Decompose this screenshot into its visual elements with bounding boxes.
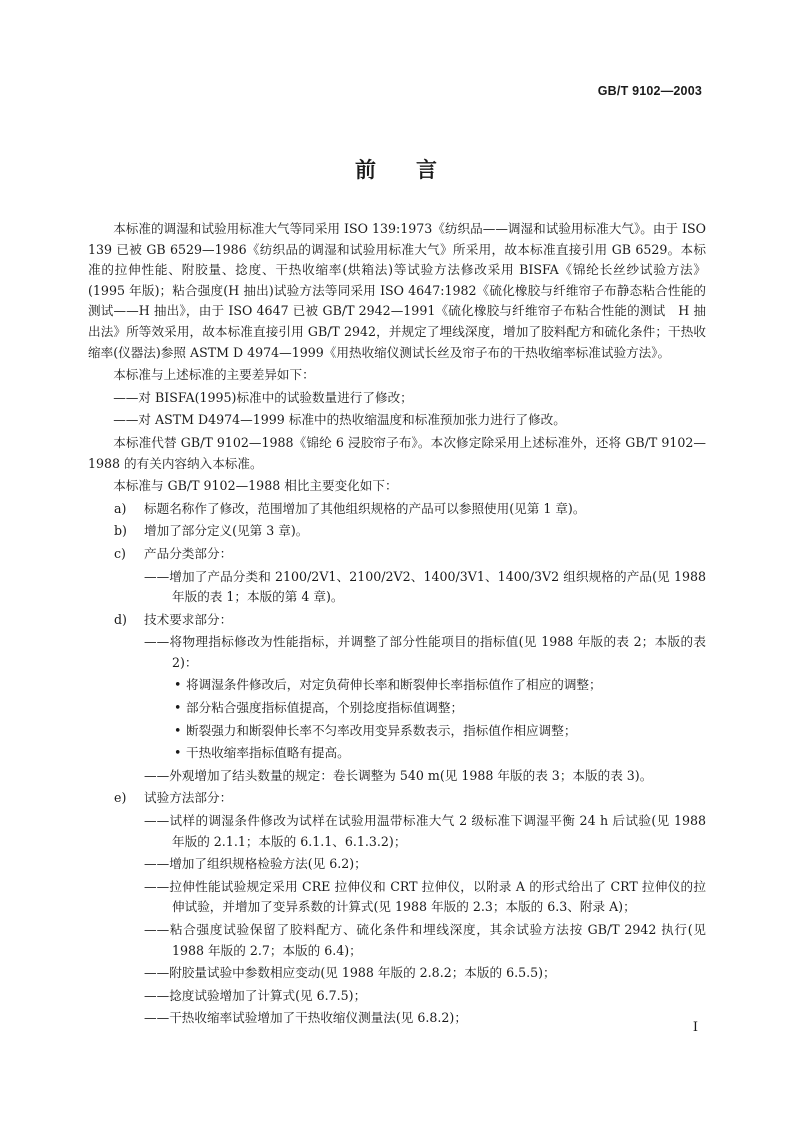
list-marker: b): [114, 523, 127, 539]
sub-item-e7: ——干热收缩率试验增加了干热收缩仪测量法(见 6.8.2)；: [144, 1010, 467, 1026]
page-title: [0, 154, 794, 184]
bullet-item-d1c: [88, 721, 706, 742]
bullet-icon: •: [174, 700, 182, 716]
list-item-text: 产品分类部分：: [144, 545, 233, 561]
title-char-1: 前: [355, 158, 378, 182]
paragraph-difference-2: ——对 ASTM D4974—1999 标准中的热收缩温度和标准预加张力进行了修改。: [113, 412, 566, 428]
list-marker: d): [114, 611, 127, 627]
sub-item-e2: ——增加了组织规格检验方法(见 6.2)；: [144, 856, 367, 872]
sub-item-e5: ——附胶量试验中参数相应变动(见 1988 年版的 2.8.2；本版的 6.5.5)；: [144, 965, 556, 981]
bullet-icon: •: [174, 745, 182, 761]
sub-item-e4: ——粘合强度试验保留了胶料配方、硫化条件和埋线深度，其余试验方法按 GB/T 2942 执行(见 1988 年版的 2.7；本版的 6.4)；: [144, 922, 706, 958]
bullet-icon: •: [174, 677, 182, 693]
sub-item-c1: ——增加了产品分类和 2100/2V1、2100/2V2、1400/3V1、1400/3V2 组织规格的产品(见 1988 年版的表 1；本版的第 4 章)。: [144, 568, 706, 605]
sub-item-d2: ——外观增加了结头数量的规定：卷长调整为 540 m(见 1988 年版的表 3；本版的表 3)。: [144, 767, 653, 783]
bullet-text: 将调湿条件修改后，对定负荷伸长率和断裂伸长率指标值作了相应的调整；: [186, 677, 602, 693]
page-number: I: [692, 1020, 698, 1035]
list-item-d: [88, 610, 706, 631]
list-item-text: 试验方法部分：: [144, 790, 233, 806]
list-item-text: 技术要求部分：: [144, 611, 233, 627]
sub-item-e3: ——拉伸性能试验规定采用 CRE 拉伸仪和 CRT 拉伸仪，以附录 A 的形式给出了 CRT 拉伸仪的拉伸试验，并增加了变异系数的计算式(见 1988 年版的 2.3；本版的 6.3、附录 A)；: [144, 878, 706, 915]
list-marker: a): [114, 500, 127, 516]
bullet-icon: •: [174, 722, 182, 738]
bullet-item-d1d: [88, 743, 706, 764]
list-item-b: [88, 521, 706, 542]
bullet-text: 干热收缩率指标值略有提高。: [186, 745, 350, 761]
bullet-text: 断裂强力和断裂伸长率不匀率改用变异系数表示，指标值作相应调整；: [186, 722, 577, 738]
list-item-c: [88, 544, 706, 565]
list-item-text: 增加了部分定义(见第 3 章)。: [144, 523, 309, 539]
standard-code: GB/T 9102—2003: [597, 84, 702, 98]
list-item-text: 标题名称作了修改，范围增加了其他组织规格的产品可以参照使用(见第 1 章)。: [144, 500, 586, 516]
sub-item-e1: ——试样的调湿条件修改为试样在试验用温带标准大气 2 级标准下调湿平衡 24 h 后试验(见 1988 年版的 2.1.1；本版的 6.1.1、6.1.3.2)；: [144, 813, 706, 849]
paragraph-replaces: 本标准代替 GB/T 9102—1988《锦纶 6 浸胶帘子布》。本次修定除采用上述标准外，还将 GB/T 9102—1988 的有关内容纳入本标准。: [88, 434, 706, 471]
paragraph-changes: 本标准与 GB/T 9102—1988 相比主要变化如下：: [113, 478, 398, 494]
bullet-item-d1a: [88, 675, 706, 696]
list-item-e: [88, 788, 706, 809]
bullet-item-d1b: [88, 698, 706, 719]
document-body: [88, 219, 706, 1031]
title-char-2: 言: [416, 158, 439, 182]
list-marker: e): [114, 790, 127, 806]
paragraph-difference-1: ——对 BISFA(1995)标准中的试验数量进行了修改；: [113, 389, 413, 405]
list-item-a: [88, 499, 706, 520]
sub-item-e6: ——捻度试验增加了计算式(见 6.7.5)；: [144, 987, 367, 1003]
bullet-text: 部分粘合强度指标值提高，个别捻度指标值调整；: [186, 700, 464, 716]
list-marker: c): [114, 545, 126, 561]
sub-item-d1: ——将物理指标修改为性能指标，并调整了部分性能项目的指标值(见 1988 年版的表 2；本版的表 2)：: [144, 634, 706, 670]
paragraph-differences: 本标准与上述标准的主要差异如下：: [113, 367, 315, 383]
paragraph-intro: 本标准的调湿和试验用标准大气等同采用 ISO 139:1973《纺织品——调湿和试验用标准大气》。由于 ISO 139 已被 GB 6529—1986《纺织品的调湿和试验用标准大气》所采用，故本标准直接引用 GB 6529。本标准的拉伸性能、附胶量、捻度、干热收缩率(烘箱法)等试验方法修改采用 BISFA《锦纶长丝纱试验方法》(1995 年版)；粘合强度(H 抽出)试验方法等同采用 ISO 4647:1982《硫化橡胶与纤维帘子布静态粘合性能的测试——H 抽出》，由于 ISO 4647 已被 GB/T 2942—1991《硫化橡胶与纤维帘子布粘合性能的测试 H 抽出法》所等效采用，故本标准直接引用 GB/T 2942，并规定了埋线深度，增加了胶料配方和硫化条件；干热收缩率(仪器法)参照 ASTM D 4974—1999《用热收缩仪测试长丝及帘子布的干热收缩率标准试验方法》。: [88, 221, 706, 360]
